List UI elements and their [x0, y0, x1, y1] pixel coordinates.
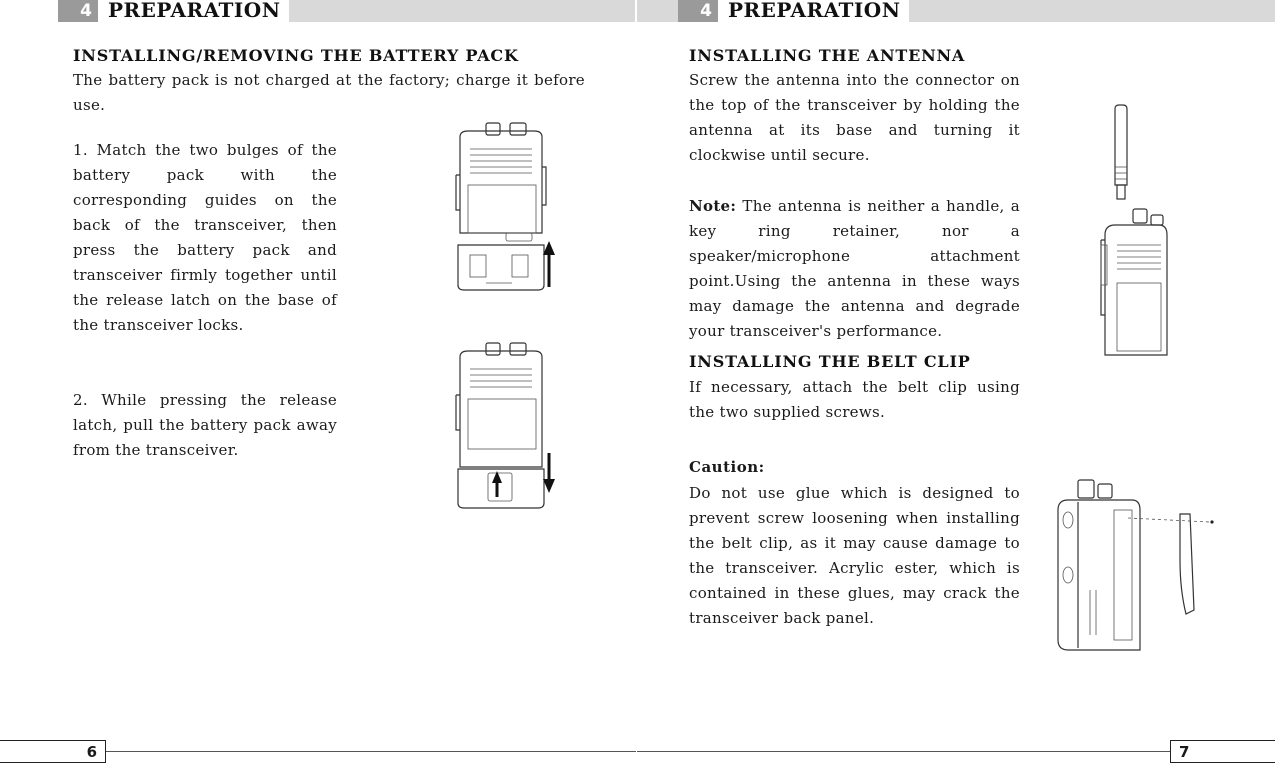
antenna-heading: INSTALLING THE ANTENNA	[689, 46, 966, 65]
battery-intro: The battery pack is not charged at the factory; charge it before use.	[73, 71, 585, 114]
left-footer-rule	[106, 751, 636, 752]
note-label: Note:	[689, 197, 737, 215]
battery-step-2: 2. While pressing the release latch, pull the battery pack away from the transceiver.	[73, 391, 337, 459]
right-section-title: PREPARATION	[718, 0, 909, 22]
antenna-note	[689, 194, 1020, 344]
note-text: The antenna is neither a handle, a key ring retainer, nor a speaker/microphone attachment point.Using the antenna in these ways may damage the antenna and degrade your transceiver's performance.	[689, 197, 1020, 340]
left-section-title: PREPARATION	[98, 0, 289, 22]
left-page-number: 6	[0, 740, 106, 763]
antenna-illustration	[1095, 105, 1175, 365]
caution-label: Caution:	[689, 458, 765, 476]
belt-clip-heading: INSTALLING THE BELT CLIP	[689, 352, 971, 371]
remove-battery-illustration	[440, 335, 570, 515]
battery-heading: INSTALLING/REMOVING THE BATTERY PACK	[73, 46, 519, 65]
caution-text: Do not use glue which is designed to prevent screw loosening when installing the belt clip, as it may cause damage to the transceiver. Acrylic ester, which is contained in these glues, may crack the transceiver back panel.	[689, 484, 1020, 627]
belt-clip-illustration	[1050, 470, 1230, 660]
right-section-number: 4	[678, 0, 718, 22]
right-page-number: 7	[1170, 740, 1275, 763]
belt-clip-text: If necessary, attach the belt clip using the two supplied screws.	[689, 378, 1020, 421]
antenna-text: Screw the antenna into the connector on the top of the transceiver by holding the antenna at its base and turning it clockwise until secure.	[689, 71, 1020, 164]
right-footer-rule	[637, 751, 1170, 752]
battery-step-1: 1. Match the two bulges of the battery pack with the corresponding guides on the back of the transceiver, then press the battery pack and transceiver firmly together until the release latch on the base of the transceiver locks.	[73, 141, 337, 334]
attach-battery-illustration	[440, 115, 570, 295]
left-section-number: 4	[58, 0, 98, 22]
